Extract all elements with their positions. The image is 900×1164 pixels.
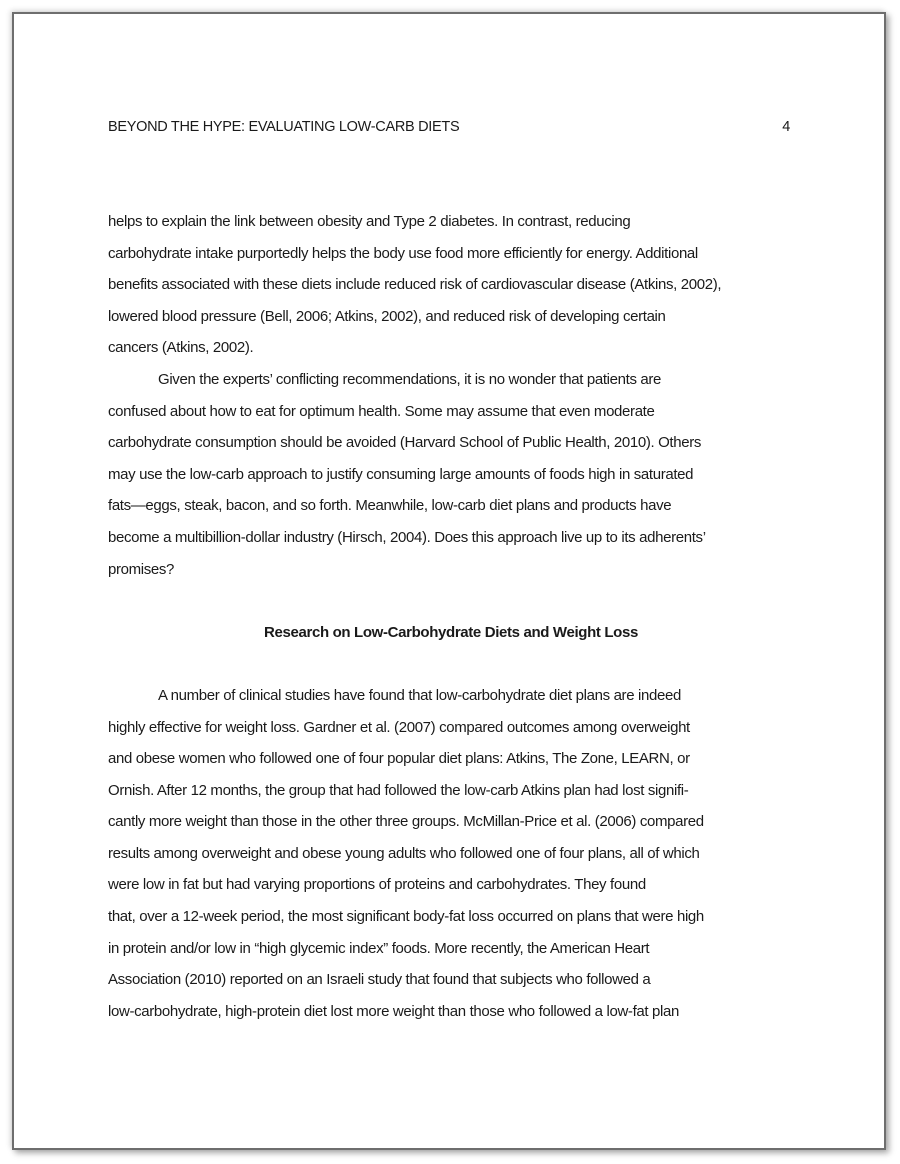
text-line: helps to explain the link between obesity and Type 2 diabetes. In contrast, reducing [108, 213, 631, 230]
text-line: and obese women who followed one of four popular diet plans: Atkins, The Zone, LEARN, or [108, 750, 690, 768]
text-line: cantly more weight than those in the other three groups. McMillan-Price et al. (2006) compared [108, 813, 704, 831]
text-line: carbohydrate consumption should be avoided (Harvard School of Public Health, 2010). Others [108, 434, 702, 452]
section-heading: Research on Low-Carbohydrate Diets and Weight Loss [264, 623, 638, 641]
text-line: Given the experts’ conflicting recommendations, it is no wonder that patients are [158, 370, 662, 388]
paragraph [108, 680, 798, 1028]
text-line: may use the low-carb approach to justify consuming large amounts of foods high in saturated [108, 465, 694, 483]
page-number: 4 [782, 119, 790, 135]
text-line: Association (2010) reported on an Israeli study that found that subjects who followed a [108, 971, 651, 989]
text-line: that, over a 12-week period, the most significant body-fat loss occurred on plans that were high [108, 908, 704, 926]
text-line: highly effective for weight loss. Gardner et al. (2007) compared outcomes among overweight [108, 718, 690, 736]
text-line: carbohydrate intake purportedly helps the body use food more efficiently for energy. Additional [108, 244, 698, 262]
text-line: lowered blood pressure (Bell, 2006; Atkins, 2002), and reduced risk of developing certain [108, 307, 666, 325]
text-line: were low in fat but had varying proportions of proteins and carbohydrates. They found [108, 876, 646, 894]
running-head-title: BEYOND THE HYPE: EVALUATING LOW-CARB DIETS [108, 119, 460, 135]
paragraph [108, 364, 798, 585]
text-line: fats—eggs, steak, bacon, and so forth. Meanwhile, low-carb diet plans and products have [108, 497, 672, 515]
text-line: Ornish. After 12 months, the group that had followed the low-carb Atkins plan had lost signifi- [108, 781, 689, 799]
body-text [108, 206, 798, 1027]
text-line: in protein and/or low in “high glycemic index” foods. More recently, the American Heart [108, 939, 650, 957]
text-line: results among overweight and obese young adults who followed one of four plans, all of which [108, 844, 700, 862]
text-line: A number of clinical studies have found that low-carbohydrate diet plans are indeed [158, 686, 681, 704]
text-line: benefits associated with these diets include reduced risk of cardiovascular disease (Atkins, 2002), [108, 276, 722, 294]
text-line: confused about how to eat for optimum health. Some may assume that even moderate [108, 402, 655, 420]
text-line: low-carbohydrate, high-protein diet lost more weight than those who followed a low-fat plan [108, 1002, 679, 1020]
running-head [108, 119, 792, 135]
paragraph [108, 206, 798, 364]
text-line: become a multibillion-dollar industry (Hirsch, 2004). Does this approach live up to its adherents’ [108, 528, 706, 546]
text-line: cancers (Atkins, 2002). [108, 339, 254, 357]
text-line: promises? [108, 560, 175, 578]
